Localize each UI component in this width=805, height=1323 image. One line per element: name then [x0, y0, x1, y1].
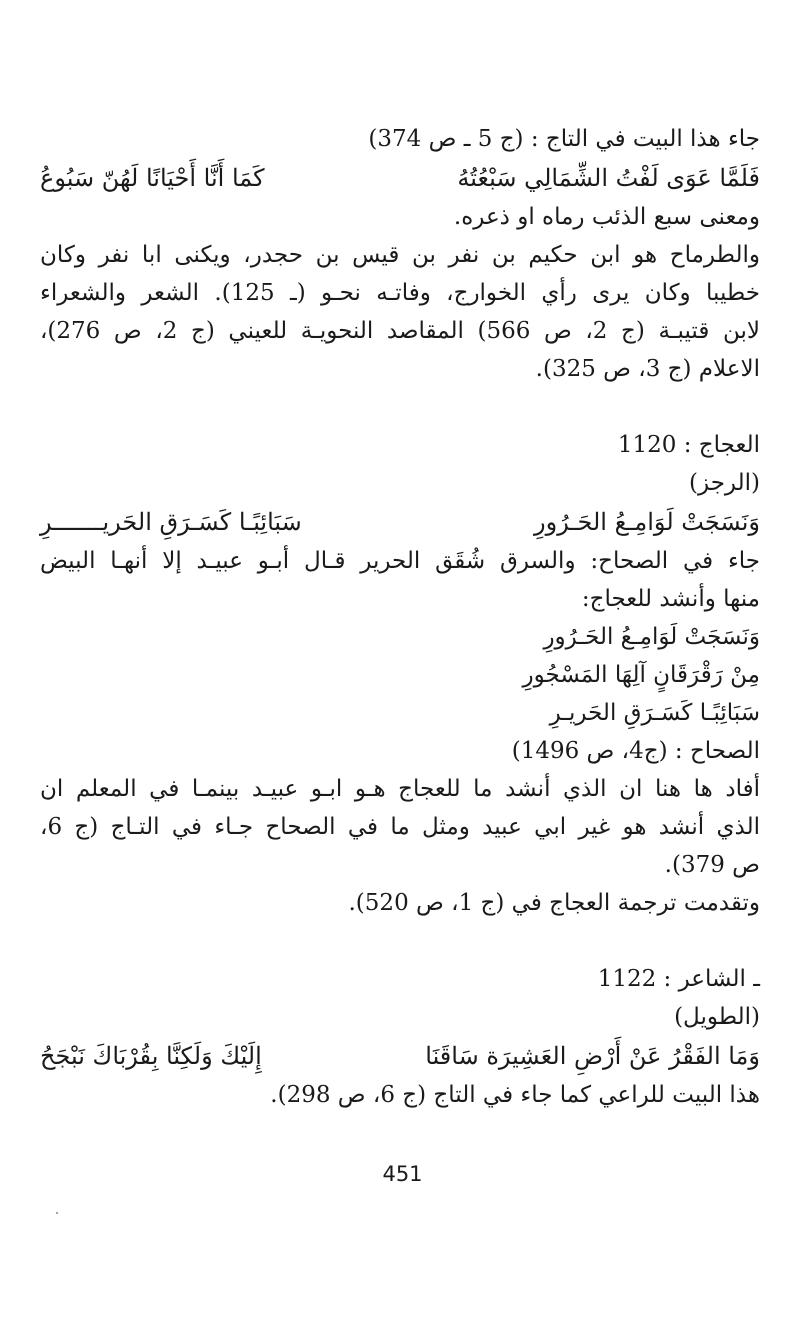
verse-line — [40, 1036, 760, 1076]
paragraph-last-line: منها وأنشد للعجاج: — [581, 586, 760, 612]
paragraph-line: والطرماح هو ابن حكيم بن نفر بن قيس بن حجدر، ويكنى ابا نفر وكان — [40, 242, 760, 268]
paragraph — [40, 542, 760, 618]
verse-second-hemistich: كَمَا أَنَّا أَحْيَانًا لَهُنّ سَبُوعُ — [40, 164, 265, 192]
verse-first-hemistich: وَمَا الفَقْرُ عَنْ أَرْضِ العَشِيرَة سَاقَنَا — [425, 1042, 760, 1070]
section-gap — [40, 388, 760, 426]
paragraph-line: لابن قتيبـة (ج 2، ص 566) المقاصد النحويـة للعيني (ج 2، ص 276)، — [40, 318, 760, 344]
paragraph-last-line: ص 379). — [664, 852, 760, 878]
paragraph — [40, 770, 760, 884]
text-line: وتقدمت ترجمة العجاج في (ج 1، ص 520). — [348, 890, 760, 916]
text-line: (الرجز) — [689, 470, 760, 496]
section-gap — [40, 922, 760, 960]
scan-speck — [56, 1212, 58, 1214]
text-line: وَنَسَجَتْ لَوَامِـعُ الحَـرُورِ — [543, 624, 760, 650]
paragraph-line: خطيبا وكان يرى رأي الخوارج، وفاتـه نحـو (ـ 125). الشعر والشعراء — [40, 280, 760, 306]
page-body — [40, 120, 760, 1114]
paragraph-line: الذي أنشد هو غير ابي عبيد ومثل ما في الصحاح جـاء في التـاج (ج 6، — [40, 814, 760, 840]
verse-line — [40, 502, 760, 542]
paragraph-line: أفاد ها هنا ان الذي أنشد ما للعجاج هـو ابـو عبيـد بينمـا في المعلم ان — [40, 776, 760, 802]
text-line: العجاج : 1120 — [617, 432, 760, 458]
verse-second-hemistich: إِلَيْكَ وَلَكِنَّا بِقُرْبَاكَ نَبْجَحُ — [40, 1042, 262, 1070]
text-line: ومعنى سبع الذئب رماه او ذعره. — [453, 204, 760, 230]
verse-line — [40, 158, 760, 198]
text-line: مِنْ رَقْرَقَانٍ آلِهَا المَسْجُورِ — [522, 662, 760, 688]
text-line: هذا البيت للراعي كما جاء في التاج (ج 6، ص 298). — [270, 1082, 760, 1108]
page-number: 451 — [382, 1162, 423, 1186]
text-line: ـ الشاعر : 1122 — [597, 966, 760, 992]
text-line: الصحاح : (ج4، ص 1496) — [511, 738, 760, 764]
paragraph — [40, 236, 760, 388]
text-line: (الطويل) — [674, 1004, 760, 1030]
paragraph-last-line: الاعلام (ج 3، ص 325). — [535, 356, 760, 382]
verse-second-hemistich: سَبَائِبًـا كَسَـرَقِ الحَريـــــــرِ — [40, 508, 302, 536]
paragraph-line: جاء في الصحاح: والسرق شُقَق الحرير قـال أبـو عبيـد إلا أنهـا البيض — [40, 548, 760, 574]
verse-first-hemistich: وَنَسَجَتْ لَوَامِـعُ الحَـرُورِ — [534, 508, 760, 536]
text-line: سَبَائِبًـا كَسَـرَقِ الحَريـرِ — [549, 700, 760, 726]
text-line: جاء هذا البيت في التاج : (ج 5 ـ ص 374) — [368, 126, 760, 152]
verse-first-hemistich: فَلَمَّا عَوَى لَفْتُ الشِّمَالِي سَبْعُتُهُ — [457, 164, 760, 192]
